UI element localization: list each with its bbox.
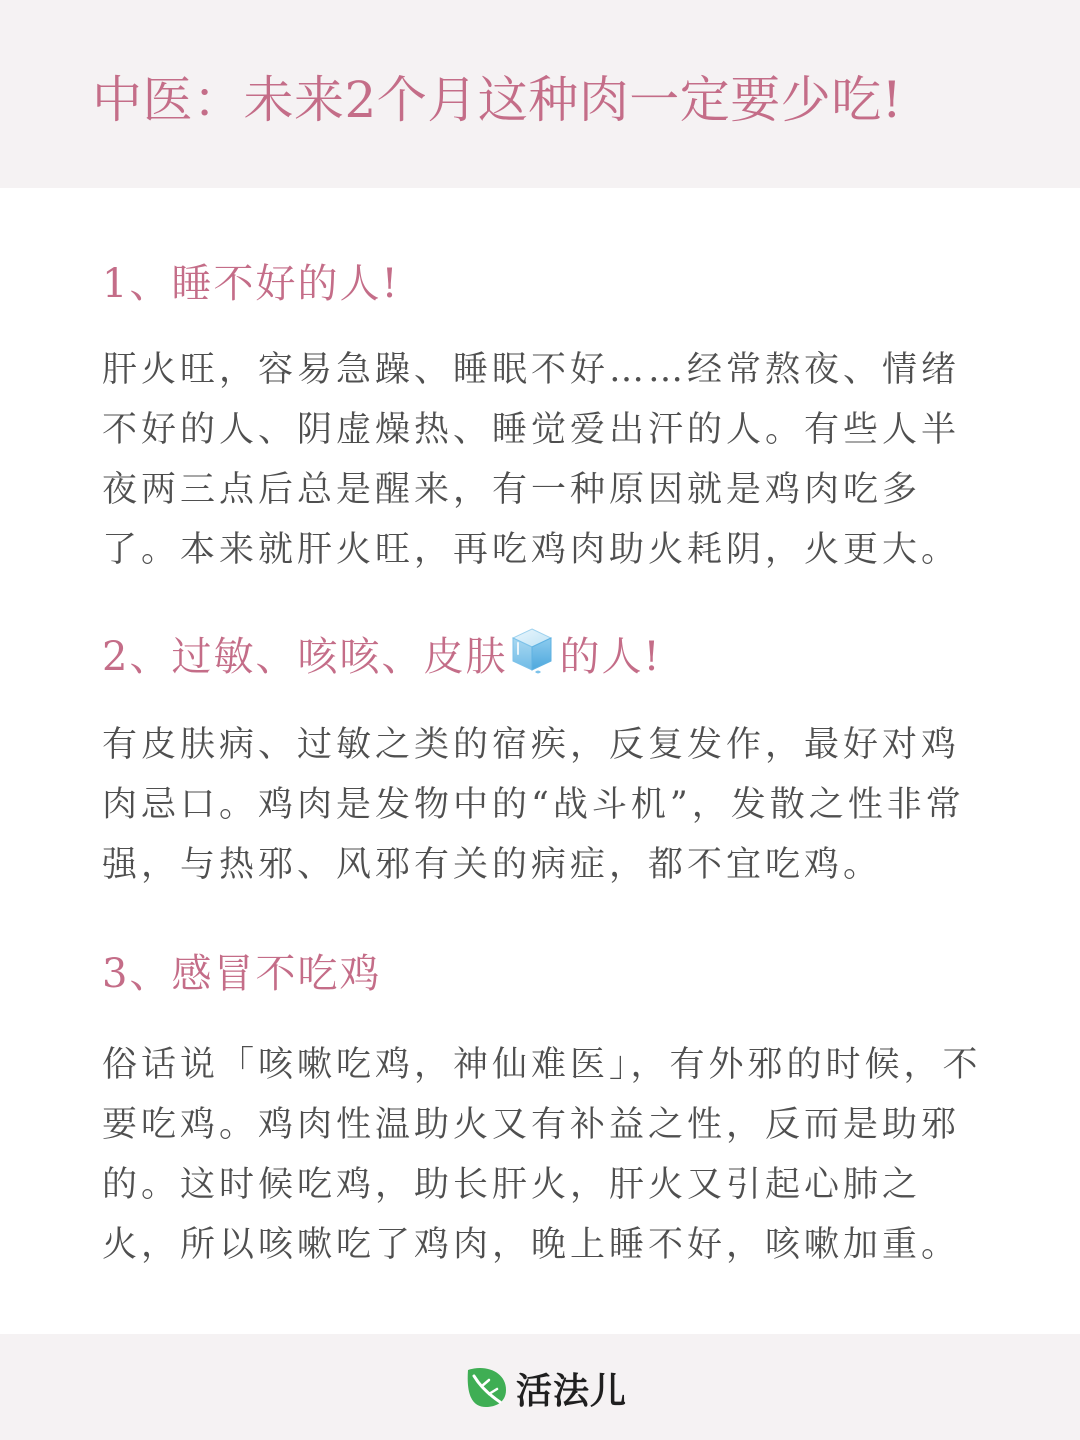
leaf-logo-icon xyxy=(462,1362,510,1414)
section-2-heading-suffix: 的人! xyxy=(559,634,662,680)
section-2-heading xyxy=(102,626,662,691)
ice-cube-icon xyxy=(509,626,555,691)
section-1-body: 肝火旺，容易急躁、睡眠不好……经常熬夜、情绪不好的人、阴虚燥热、睡觉爱出汗的人。有些人半夜两三点后总是醒来，有一种原因就是鸡肉吃多了。本来就肝火旺，再吃鸡肉助火耗阴，火更大。 xyxy=(102,350,961,570)
section-2-body: 有皮肤病、过敏之类的宿疾，反复发作，最好对鸡肉忌口。鸡肉是发物中的“战斗机”，发散之性非常强，与热邪、风邪有关的病症，都不宜吃鸡。 xyxy=(102,725,965,885)
page-title: 中医：未来2个月这种肉一定要少吃! xyxy=(92,71,903,129)
section-3-heading: 3、感冒不吃鸡 xyxy=(102,951,382,997)
brand-name: 活法儿 xyxy=(516,1370,628,1412)
section-1-heading: 1、睡不好的人! xyxy=(102,261,400,307)
brand xyxy=(462,1358,627,1418)
section-3-body: 俗话说「咳嗽吃鸡，神仙难医」，有外邪的时候，不要吃鸡。鸡肉性温助火又有补益之性，反而是助邪的。这时候吃鸡，助长肝火，肝火又引起心肺之火，所以咳嗽吃了鸡肉，晚上睡不好，咳嗽加重。 xyxy=(102,1045,982,1265)
section-2-heading-text: 2、过敏、咳咳、皮肤 xyxy=(102,634,508,680)
header-band xyxy=(0,0,1080,188)
footer-band xyxy=(0,1334,1080,1440)
